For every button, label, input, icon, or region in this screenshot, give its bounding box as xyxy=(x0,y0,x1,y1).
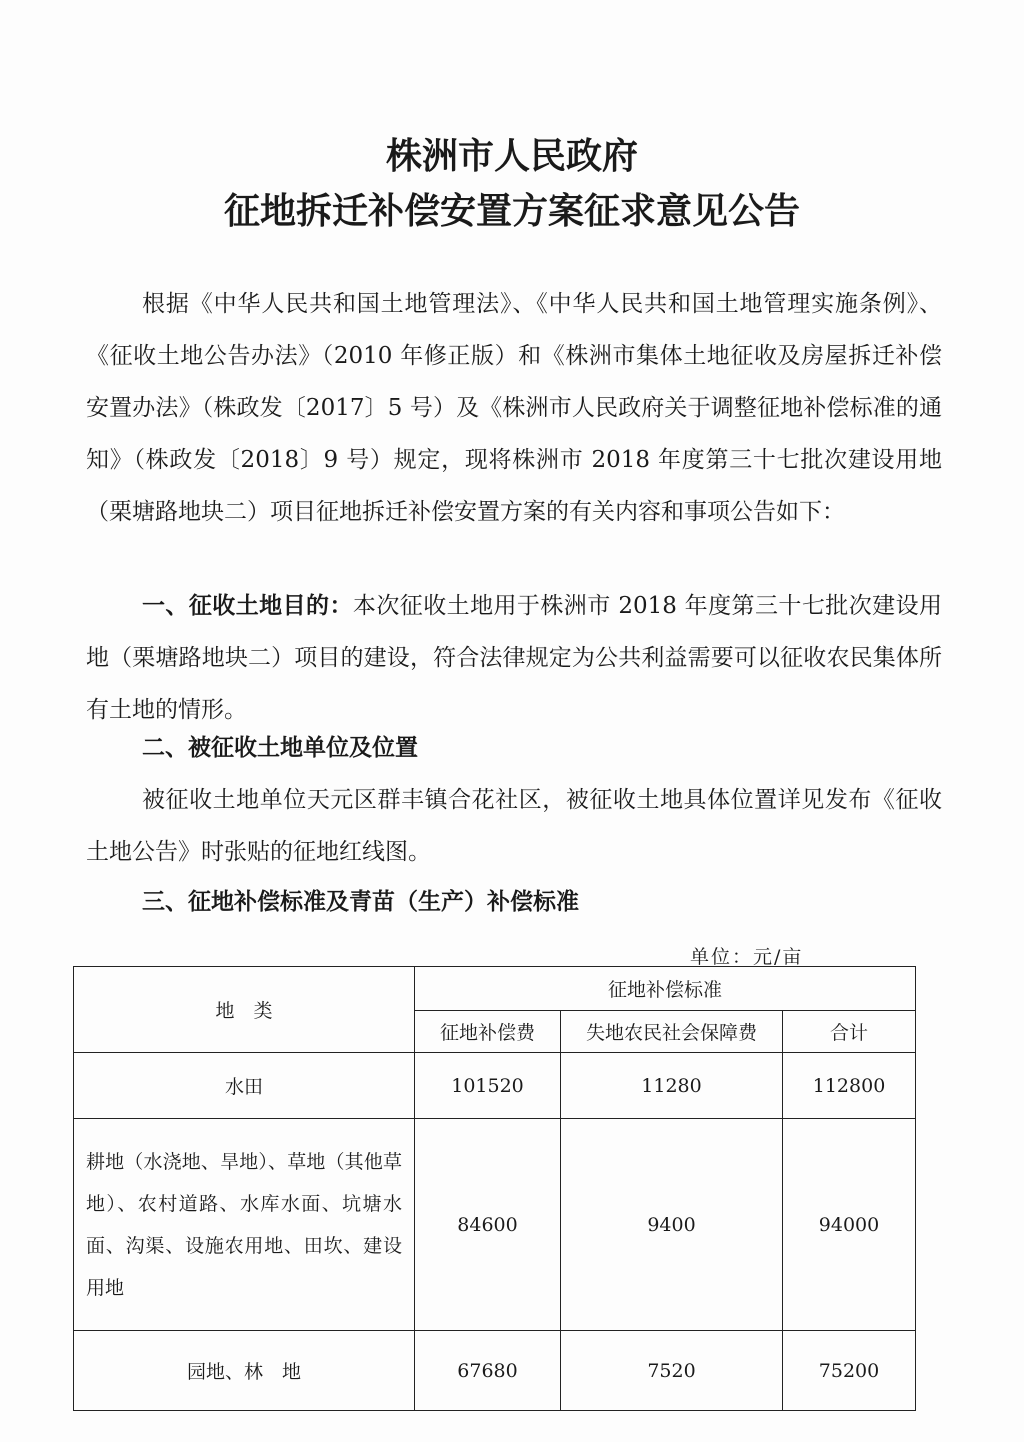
section-2-heading-block xyxy=(86,722,942,774)
section-3-heading: 三、征地补偿标准及青苗（生产）补偿标准 xyxy=(142,889,579,915)
section-1-text: 本次征收土地用于株洲市 2018 年度第三十七批次建设用地（栗塘路地块二）项目的建设，符合法律规定为公共利益需要可以征收农民集体所有土地的情形。 xyxy=(86,593,943,723)
section-1 xyxy=(86,580,942,736)
table-row xyxy=(74,1053,916,1119)
row-compensation: 101520 xyxy=(415,1053,561,1119)
row-total: 112800 xyxy=(783,1053,916,1119)
header-land-type: 地 类 xyxy=(74,967,415,1053)
section-3-heading-block xyxy=(86,876,942,928)
row-compensation: 84600 xyxy=(415,1119,561,1331)
row-land-type: 水田 xyxy=(74,1053,415,1119)
section-1-heading: 一、征收土地目的： xyxy=(142,593,353,619)
title-line-1: 株洲市人民政府 xyxy=(385,136,638,177)
row-total: 75200 xyxy=(783,1331,916,1411)
header-compensation: 征地补偿费 xyxy=(415,1011,561,1053)
unit-label: 单位：元/亩 xyxy=(690,946,804,968)
header-total: 合计 xyxy=(783,1011,916,1053)
row-social-security: 11280 xyxy=(561,1053,783,1119)
header-group: 征地补偿标准 xyxy=(415,967,916,1011)
row-land-type: 园地、林 地 xyxy=(74,1331,415,1411)
table-row xyxy=(74,1119,916,1331)
compensation-table xyxy=(73,966,916,1411)
row-compensation: 67680 xyxy=(415,1331,561,1411)
header-social-security: 失地农民社会保障费 xyxy=(561,1011,783,1053)
intro-text: 根据《中华人民共和国土地管理法》、《中华人民共和国土地管理实施条例》、《征收土地公告办法》（2010 年修正版）和《株洲市集体土地征收及房屋拆迁补偿安置办法》（株政发〔2017〕5 号）及《株洲市人民政府关于调整征地补偿标准的通知》（株政发〔2018〕9 号）规定，现将株洲市 2018 年度第三十七批次建设用地（栗塘路地块二）项目征地拆迁补偿安置方案的有关内容和事项公告如下： xyxy=(86,291,942,525)
row-social-security: 9400 xyxy=(561,1119,783,1331)
intro-paragraph xyxy=(86,278,942,538)
section-2-text: 被征收土地单位天元区群丰镇合花社区，被征收土地具体位置详见发布《征收土地公告》时张贴的征地红线图。 xyxy=(86,787,942,865)
row-social-security: 7520 xyxy=(561,1331,783,1411)
section-2-heading: 二、被征收土地单位及位置 xyxy=(142,735,418,761)
table-row xyxy=(74,1331,916,1411)
section-2-text-block xyxy=(86,774,942,878)
title-line-2: 征地拆迁补偿安置方案征求意见公告 xyxy=(223,191,800,232)
row-total: 94000 xyxy=(783,1119,916,1331)
row-land-type: 耕地（水浇地、旱地）、草地（其他草地）、农村道路、水库水面、坑塘水面、沟渠、设施农用地、田坎、建设用地 xyxy=(74,1119,415,1331)
